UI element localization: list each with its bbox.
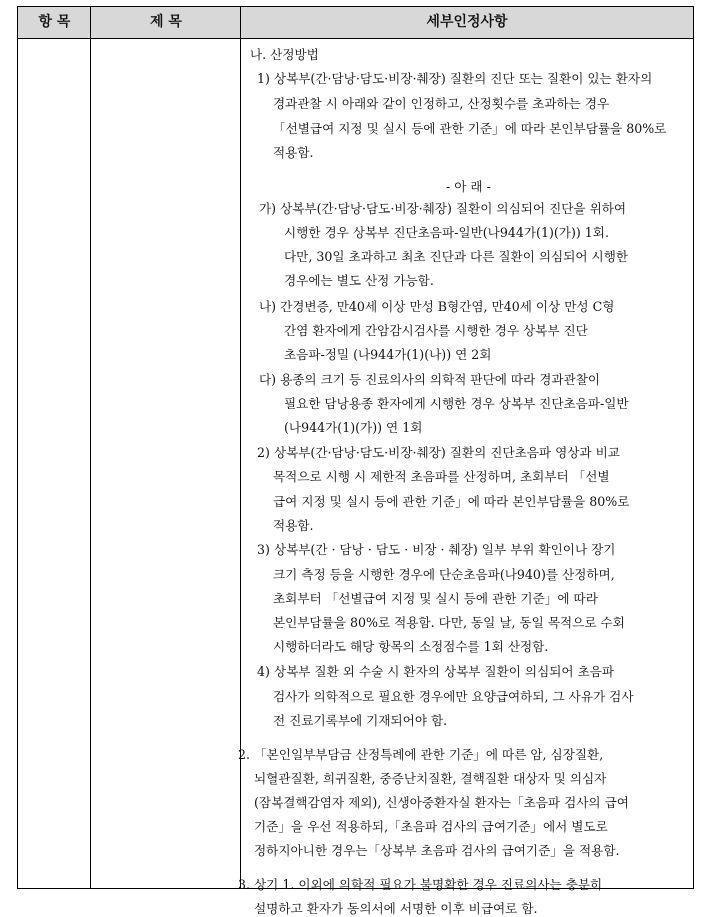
sub-item-ga-line: 시행한 경우 상복부 진단초음파-일반(나944가(1)(가)) 1회. — [284, 225, 609, 240]
item-2-line: 2) 상복부(간·담낭·담도·비장·췌장) 질환의 진단초음파 영상과 비교 — [257, 445, 620, 460]
item-3-line: 본인부담률을 80%로 적용함. 다만, 동일 날, 동일 목적으로 수회 — [273, 615, 625, 630]
sub-item-ga-line: 다만, 30일 초과하고 최초 진단과 다른 질환이 의심되어 시행한 — [284, 249, 629, 264]
section-2-line: 정하지아니한 경우는「상복부 초음파 검사의 급여기준」을 적용함. — [254, 843, 620, 858]
item-1-line: 「선별급여 지정 및 실시 등에 관한 기준」에 따라 본인부담률을 80%로 — [273, 121, 667, 136]
item-1-line: 적용함. — [273, 145, 314, 160]
item-4-line: 검사가 의학적으로 필요한 경우에만 요양급여하되, 그 사유가 검사 — [273, 689, 634, 704]
section-2-line: 2. 「본인일부부담금 산정특례에 관한 기준」에 따른 암, 심장질환, — [238, 747, 604, 762]
section-2-line: 뇌혈관질환, 희귀질환, 중증난치질환, 결핵질환 대상자 및 의심자 — [254, 771, 607, 786]
below-marker: - 아 래 - — [446, 179, 491, 194]
column-divider — [90, 7, 91, 888]
sub-item-da-line: 다) 용종의 크기 등 진료의사의 의학적 판단에 따라 경과관찰이 — [259, 372, 601, 387]
header-title: 제 목 — [150, 14, 182, 30]
section-2-line: (잠복결핵감염자 제외), 신생아중환자실 환자는「초음파 검사의 급여 — [254, 795, 629, 810]
item-2-line: 목적으로 시행 시 제한적 초음파를 산정하며, 초회부터 「선별 — [273, 469, 610, 484]
sub-item-ga-line: 경우에는 별도 산정 가능함. — [284, 273, 434, 288]
header-item: 항 목 — [38, 14, 71, 30]
item-3-line: 초회부터 「선별급여 지정 및 실시 등에 관한 기준」에 따라 — [273, 591, 598, 606]
sub-item-da-line: 필요한 담낭용종 환자에게 시행한 경우 상복부 진단초음파-일반 — [284, 396, 629, 411]
criteria-table — [17, 6, 694, 916]
item-4-line: 4) 상복부 질환 외 수술 시 환자의 상복부 질환이 의심되어 초음파 — [257, 664, 615, 679]
item-2-line: 급여 지정 및 실시 등에 관한 기준」에 따라 본인부담률을 80%로 — [273, 494, 630, 509]
sub-item-na-line: 초음파-정밀 (나944가(1)(나)) 연 2회 — [284, 347, 492, 362]
sub-item-na-line: 간염 환자에게 간암감시검사를 시행한 경우 상복부 진단 — [284, 323, 588, 338]
header-details: 세부인정사항 — [426, 14, 508, 30]
sub-item-na-line: 나) 간경변증, 만40세 이상 만성 B형간염, 만40세 이상 만성 C형 — [259, 299, 615, 314]
section-2-line: 기준」을 우선 적용하되,「초음파 검사의 급여기준」에서 별도로 — [254, 819, 608, 834]
item-1-line: 1) 상복부(간·담낭·담도·비장·췌장) 질환의 진단 또는 질환이 있는 환자의 — [257, 71, 653, 86]
section-title: 나. 산정방법 — [250, 47, 319, 62]
item-3-line: 3) 상복부(간 · 담낭 · 담도 · 비장 · 췌장) 일부 부위 확인이나 장기 — [257, 542, 616, 557]
section-3-line: 설명하고 환자가 동의서에 서명한 이후 비급여로 함. — [254, 901, 538, 916]
item-2-line: 적용함. — [273, 518, 314, 533]
section-3-line: 3. 상기 1. 이외에 의학적 필요가 불명확한 경우 진료의사는 충분히 — [238, 877, 603, 892]
item-4-line: 전 진료기록부에 기재되어야 함. — [273, 713, 448, 728]
table-header — [18, 7, 693, 39]
sub-item-ga-line: 가) 상복부(간·담낭·담도·비장·췌장) 질환이 의심되어 진단을 위하여 — [259, 201, 627, 216]
item-3-line: 크기 측정 등을 시행한 경우에 단순초음파(나940)를 산정하며, — [273, 567, 615, 582]
item-1-line: 경과관찰 시 아래와 같이 인정하고, 산정횟수를 초과하는 경우 — [273, 96, 610, 111]
sub-item-da-line: (나944가(1)(가)) 연 1회 — [284, 420, 423, 435]
item-3-line: 시행하더라도 해당 항목의 소정점수를 1회 산정함. — [273, 639, 549, 654]
